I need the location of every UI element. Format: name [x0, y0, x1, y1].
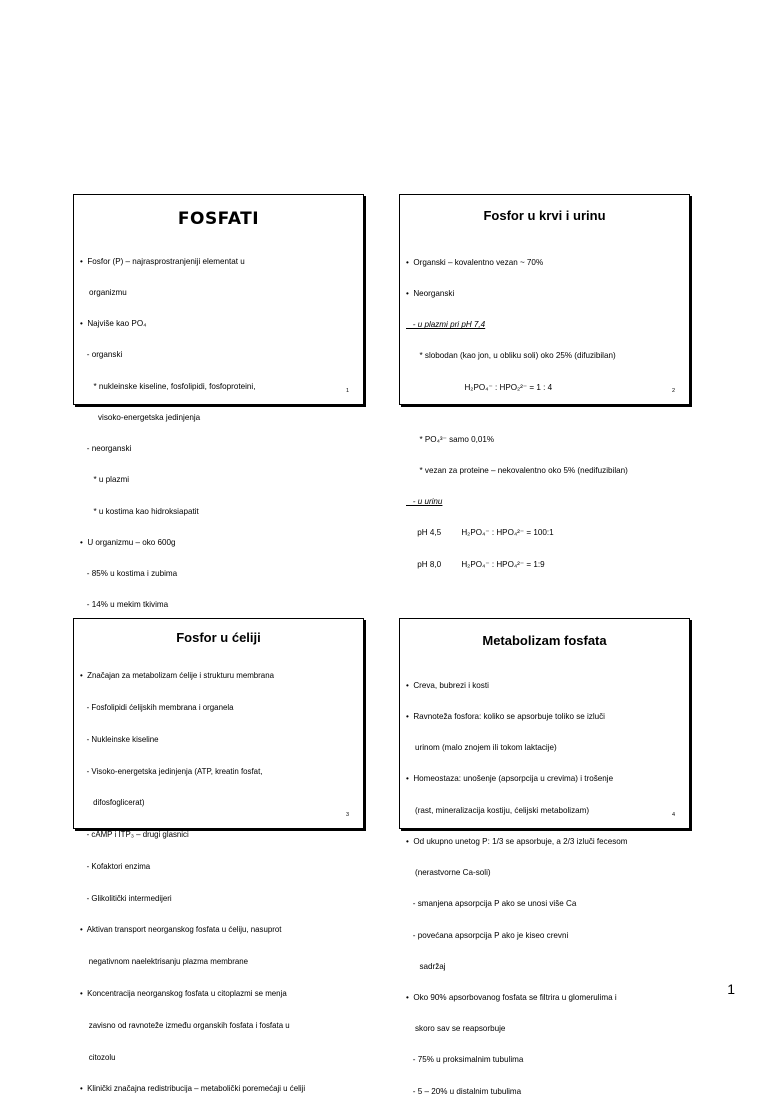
slide-line: • Creva, bubrezi i kosti	[406, 680, 489, 690]
slide-line: • Koncentracija neorganskog fosfata u citoplazmi se menja	[80, 989, 287, 998]
slide-line: organizmu	[80, 288, 127, 298]
slide-line: * slobodan (kao jon, u obliku soli) oko 25% (difuzibilan)	[406, 351, 616, 361]
slide-title: FOSFATI	[177, 209, 260, 229]
slide-line: citozolu	[80, 1052, 116, 1062]
slide-line: * u plazmi	[80, 475, 130, 485]
page-number: 1	[727, 981, 735, 997]
slide-line: • Značajan za metabolizam ćelije i strukturu membrana	[80, 671, 274, 681]
slide-body	[80, 650, 359, 1116]
slide-line: - cAMP i ITP₃ – drugi glasnici	[80, 830, 189, 840]
slide-line: visoko-energetska jedinjenja	[80, 412, 201, 422]
slide-line: • Klinički značajna redistribucija – metabolički poremećaji u ćeliji	[80, 1084, 306, 1094]
slide-line: • Fosfor (P) – najrasprostranjeniji elementat u	[80, 256, 245, 266]
slide-line: - u plazmi pri pH 7,4	[406, 320, 486, 330]
slide-number: 3	[345, 812, 349, 818]
slide-title: Fosfor u ćeliji	[176, 630, 261, 645]
slide-title: Fosfor u krvi i urinu	[483, 208, 606, 223]
slide-line: • Najviše kao PO₄	[80, 319, 147, 329]
slide-line: * vezan za proteine – nekovalentno oko 5% (nedifuzibilan)	[406, 465, 628, 475]
slide-line: • Od ukupno unetog P: 1/3 se apsorbuje, a 2/3 izluči fecesom	[406, 836, 628, 846]
slide-line: • Ravnoteža fosfora: koliko se apsorbuje toliko se izluči	[406, 712, 605, 722]
slide-line: pH 4,5 H₂PO₄⁻ : HPO₄²⁻ = 100:1	[406, 528, 554, 538]
slide-line: urinom (malo znojem ili tokom laktacije)	[406, 743, 557, 753]
slide-body	[406, 237, 685, 591]
slide-body	[80, 236, 359, 663]
slide-number: 1	[345, 388, 349, 394]
slide-number: 4	[671, 812, 675, 818]
slide-number: 2	[671, 388, 675, 394]
slide-title: Metabolizam fosfata	[482, 633, 607, 648]
slide-line: - Nukleinske kiseline	[80, 734, 159, 744]
slide-line: (nerastvorne Ca-soli)	[406, 868, 491, 878]
slide-line: • Aktivan transport neorganskog fosfata u ćeliju, nasuprot	[80, 925, 282, 935]
slide-line: - 85% u kostima i zubima	[80, 569, 178, 578]
slide-line: - u urinu	[406, 497, 443, 507]
slide-line: • U organizmu – oko 600g	[80, 537, 176, 547]
slide-line: - Visoko-energetska jedinjenja (ATP, kreatin fosfat,	[80, 766, 263, 776]
slide-line: - 5 – 20% u distalnim tubulima	[406, 1086, 522, 1096]
slide-1	[73, 194, 364, 610]
slide-4	[399, 618, 690, 1096]
slide-line: • Oko 90% apsorbovanog fosfata se filtrira u glomerulima i	[406, 993, 617, 1002]
slide-line: * nukleinske kiseline, fosfolipidi, fosfoproteini,	[80, 381, 256, 391]
slide-line: - smanjena apsorpcija P ako se unosi više Ca	[406, 899, 577, 909]
slide-line: • Neorganski	[406, 289, 455, 299]
slide-line: - Fosfolipidi ćelijskih membrana i organela	[80, 702, 234, 712]
slide-2	[399, 194, 690, 569]
slide-line: * PO₄³⁻ samo 0,01%	[406, 434, 495, 444]
slide-line: zavisno od ravnoteže između organskih fosfata i fosfata u	[80, 1020, 290, 1030]
slide-line: - organski	[80, 350, 123, 360]
slide-line: - 14% u mekim tkivima	[80, 600, 169, 610]
slide-line: negativnom naelektrisanju plazma membrane	[80, 957, 248, 967]
slide-line: pH 8,0 H₂PO₄⁻ : HPO₄²⁻ = 1:9	[406, 559, 545, 569]
slide-3	[73, 618, 364, 1094]
slide-line: - Glikolitički intermedijeri	[80, 893, 172, 903]
slide-line: sadržaj	[406, 961, 446, 971]
slide-line: - 75% u proksimalnim tubulima	[406, 1055, 524, 1065]
slide-line: * u kostima kao hidroksiapatit	[80, 506, 199, 516]
slide-line: - neorganski	[80, 444, 132, 454]
slide-line: H₂PO₄⁻ : HPO₂²⁻ = 1 : 4	[406, 382, 553, 392]
slide-line: difosfoglicerat)	[80, 798, 145, 808]
slide-line: skoro sav se reapsorbuje	[406, 1024, 506, 1034]
slide-line: - Kofaktori enzima	[80, 861, 151, 871]
slide-line: - povećana apsorpcija P ako je kiseo crevni	[406, 930, 569, 940]
slide-line: • Organski – kovalentno vezan ~ 70%	[406, 257, 544, 267]
slide-body	[406, 660, 685, 1118]
slide-line: (rast, mineralizacija kostiju, ćelijski metabolizam)	[406, 805, 590, 815]
slide-line: • Homeostaza: unošenje (apsorpcija u crevima) i trošenje	[406, 774, 614, 784]
